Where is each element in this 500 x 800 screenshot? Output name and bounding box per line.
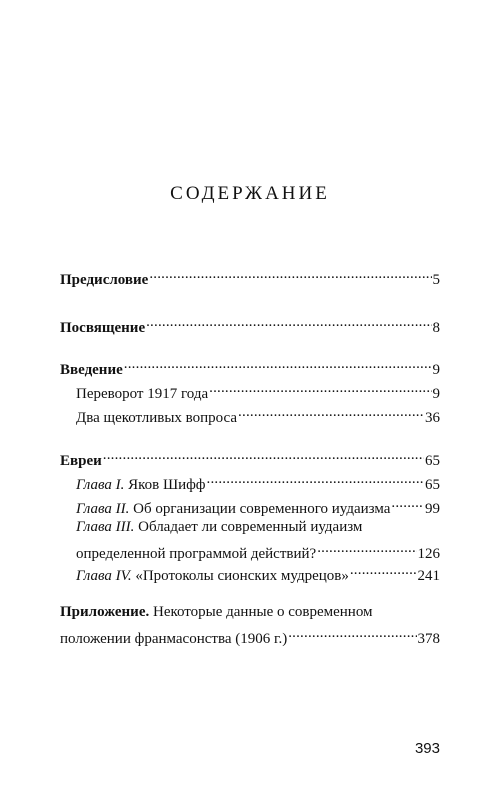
chapter-number: Глава III. [76, 519, 135, 535]
chapter-title-continued: определенной программой действий? [76, 546, 317, 562]
contents-heading: СОДЕРЖАНИЕ [170, 183, 330, 204]
appendix-title: Некоторые данные о современном [149, 604, 373, 620]
toc-entry-page: 378 [417, 631, 440, 647]
dot-leader [124, 355, 432, 374]
toc-entry-dedication[interactable] [60, 313, 440, 336]
toc-entry-jews[interactable] [60, 446, 440, 469]
toc-chapter-line1[interactable] [76, 518, 440, 537]
dot-leader [391, 494, 424, 513]
dot-leader [146, 313, 431, 332]
chapter-number: Глава IV. [76, 568, 132, 584]
dot-leader [103, 446, 424, 465]
dot-leader [209, 379, 431, 398]
toc-entry-label: Введение [60, 362, 123, 378]
toc-entry-page: 5 [432, 272, 440, 288]
toc-subentry[interactable] [76, 403, 440, 426]
toc-entry-preface[interactable] [60, 265, 440, 288]
toc-entry-label: Приложение. [60, 604, 150, 620]
dot-leader [149, 265, 431, 284]
toc-entry-appendix-line2[interactable] [60, 624, 440, 647]
chapter-title: Об организации современного иудаизма [129, 501, 391, 517]
toc-entry-label: Предисловие [60, 272, 149, 288]
toc-chapter[interactable] [76, 561, 440, 584]
toc-chapter-line2[interactable] [76, 539, 440, 562]
chapter-title: «Протоколы сионских мудрецов» [131, 568, 349, 584]
toc-entry-page: 36 [425, 410, 440, 426]
toc-entry-label: Посвящение [60, 320, 146, 336]
toc-entry-page: 126 [417, 546, 440, 562]
dot-leader [207, 470, 425, 489]
toc-entry-page: 99 [425, 501, 440, 517]
toc-entry-page: 65 [425, 477, 440, 493]
toc-entry-label: Евреи [60, 453, 102, 469]
page-number: 393 [414, 740, 440, 757]
toc-entry-label: Переворот 1917 года [76, 386, 209, 402]
dot-leader [350, 561, 417, 580]
dot-leader [317, 539, 416, 558]
toc-entry-page: 8 [432, 320, 440, 336]
toc-subentry[interactable] [76, 379, 440, 402]
toc-entry-introduction[interactable] [60, 355, 440, 378]
toc-chapter[interactable] [76, 494, 440, 517]
chapter-title: Яков Шифф [124, 477, 206, 493]
chapter-number: Глава II. [76, 501, 130, 517]
toc-entry-page: 9 [432, 386, 440, 402]
toc-chapter[interactable] [76, 470, 440, 493]
toc-entry-page: 65 [425, 453, 440, 469]
chapter-number: Глава I. [76, 477, 125, 493]
dot-leader [288, 624, 416, 643]
toc-entry-label: Два щекотливых вопроса [76, 410, 238, 426]
chapter-title: Обладает ли современный иудаизм [134, 519, 363, 535]
dot-leader [238, 403, 424, 422]
toc-entry-page: 9 [432, 362, 440, 378]
toc-entry-page: 241 [417, 568, 440, 584]
toc-entry-appendix-line1[interactable] [60, 603, 440, 622]
appendix-title-continued: положении франмасонства (1906 г.) [60, 631, 288, 647]
